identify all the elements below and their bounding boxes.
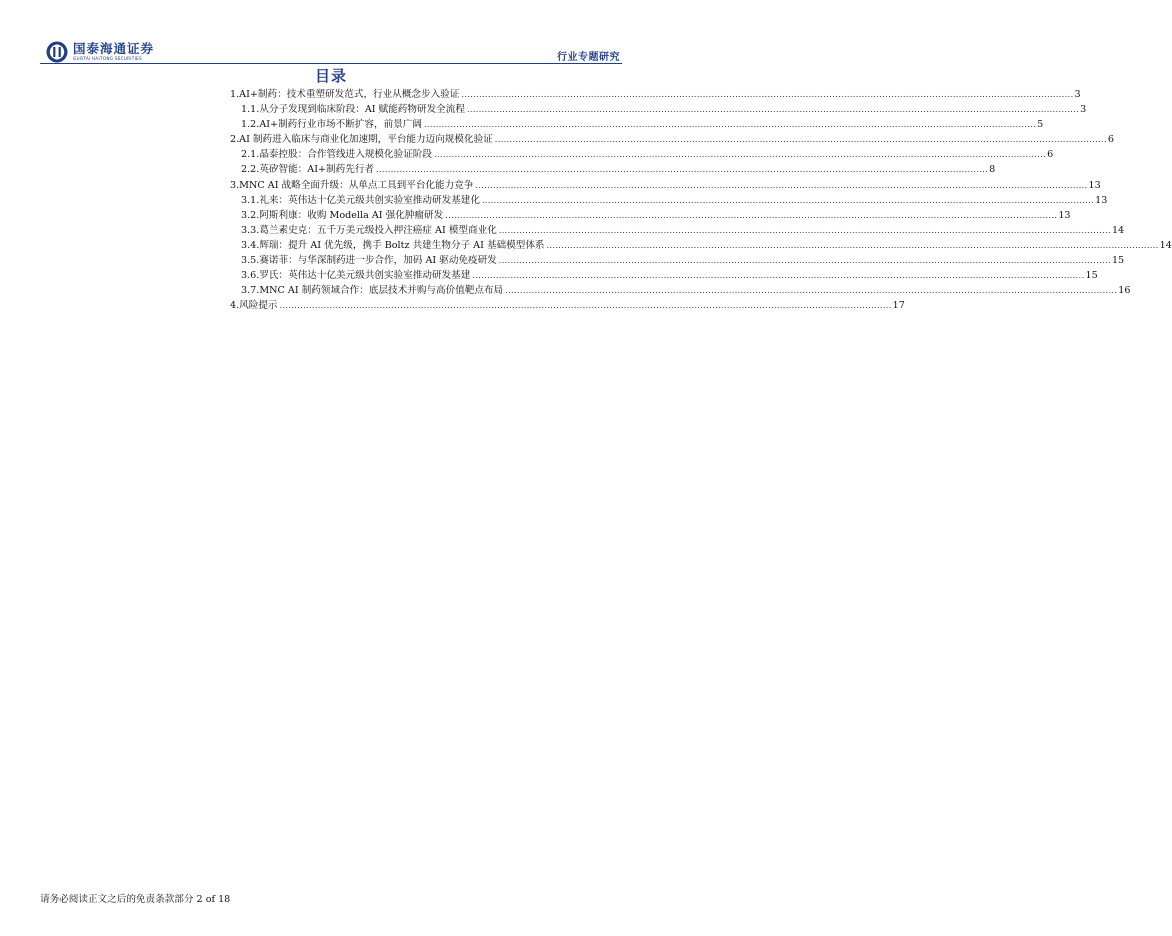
toc-entry-title: 晶泰控股：合作管线进入规模化验证阶段 xyxy=(259,149,432,161)
header-divider xyxy=(40,63,622,64)
toc-leader-dots xyxy=(499,226,1111,235)
toc-entry[interactable] xyxy=(230,161,996,176)
toc-leader-dots xyxy=(475,181,1087,190)
toc-entry[interactable] xyxy=(230,237,1172,252)
toc-leader-dots xyxy=(547,241,1159,250)
toc-leader-dots xyxy=(434,150,1046,159)
toc-entry-page: 5 xyxy=(1037,119,1044,131)
toc-leader-dots xyxy=(376,165,988,174)
toc-leader-dots xyxy=(467,105,1079,114)
toc-leader-dots xyxy=(280,301,892,310)
toc-entry-title: 葛兰素史克：五千万美元级投入押注癌症 AI 模型商业化 xyxy=(259,224,497,236)
toc-entry[interactable] xyxy=(230,222,1125,237)
toc-entry[interactable] xyxy=(230,297,905,312)
toc-entry-number: 1.1. xyxy=(241,104,260,116)
toc-entry-number: 3. xyxy=(230,179,240,191)
toc-entry[interactable] xyxy=(230,146,1054,161)
toc-entry-number: 3.5. xyxy=(241,255,260,267)
toc-entry-number: 3.6. xyxy=(241,270,260,282)
toc-entry-number: 3.2. xyxy=(241,209,260,221)
toc-entry-title: MNC AI 战略全面升级：从单点工具到平台化能力竞争 xyxy=(239,179,474,191)
toc-entry-number: 1. xyxy=(230,89,240,100)
toc-entry-title: 罗氏：英伟达十亿美元级共创实验室推动研发基建 xyxy=(259,270,471,282)
report-type-label: 行业专题研究 xyxy=(557,52,620,63)
toc-entry-page: 15 xyxy=(1085,270,1098,282)
toc-entry-page: 13 xyxy=(1095,194,1108,206)
company-logo xyxy=(46,40,154,64)
toc-entry[interactable] xyxy=(230,252,1125,267)
toc-entry-title: 辉瑞：提升 AI 优先级，携手 Boltz 共建生物分子 AI 基础模型体系 xyxy=(259,239,545,251)
toc-entry-title: AI+制药行业市场不断扩容，前景广阔 xyxy=(259,119,422,131)
logo-chinese-name: 国泰海通证券 xyxy=(73,40,155,56)
toc-entry-title: AI 制药进入临床与商业化加速期，平台能力迈向规模化验证 xyxy=(239,134,493,146)
toc-entry[interactable] xyxy=(230,101,1087,116)
toc-entry-title: 赛诺菲：与华深制药进一步合作，加码 AI 驱动免疫研发 xyxy=(259,255,497,267)
toc-entry-page: 14 xyxy=(1111,224,1125,236)
toc-entry-title: MNC AI 制药领域合作：底层技术并购与高价值靶点布局 xyxy=(259,285,504,297)
toc-entry[interactable] xyxy=(230,131,1115,146)
toc-entry-number: 3.7. xyxy=(241,285,260,297)
toc-entry-number: 2.1. xyxy=(241,149,260,161)
toc-leader-dots xyxy=(505,286,1117,295)
toc-entry-title: 礼来：英伟达十亿美元级共创实验室推动研发基建化 xyxy=(259,194,480,206)
toc-entry-page: 6 xyxy=(1107,134,1115,146)
toc-entry-page: 3 xyxy=(1074,89,1081,100)
toc-leader-dots xyxy=(495,135,1107,144)
toc-entry-number: 4. xyxy=(230,300,240,312)
toc-entry-title: 阿斯利康：收购 Modella AI 强化肿瘤研发 xyxy=(259,209,444,221)
toc-entry-title: 从分子发现到临床阶段：AI 赋能药物研发全流程 xyxy=(259,104,465,116)
toc-entry-title: 风险提示 xyxy=(239,300,278,312)
toc-entry-number: 3.4. xyxy=(241,239,260,251)
toc-entry-number: 2. xyxy=(230,134,240,146)
toc-entry-page: 14 xyxy=(1159,239,1172,251)
toc-leader-dots xyxy=(482,196,1094,205)
toc-entry-number: 2.2. xyxy=(241,164,260,176)
toc-entry-page: 16 xyxy=(1118,285,1131,297)
toc-leader-dots xyxy=(424,120,1036,129)
toc-leader-dots xyxy=(445,211,1057,220)
toc-entry[interactable] xyxy=(230,207,1071,222)
toc-entry[interactable] xyxy=(230,267,1098,282)
toc-entry-title: AI+制药：技术重塑研发范式，行业从概念步入验证 xyxy=(239,89,460,100)
table-of-contents xyxy=(230,86,1172,312)
page-footer-disclaimer: 请务必阅读正文之后的免责条款部分 2 of 18 xyxy=(40,894,231,905)
toc-entry-number: 3.3. xyxy=(241,224,260,236)
toc-entry[interactable] xyxy=(230,116,1044,131)
toc-entry-page: 13 xyxy=(1088,179,1101,191)
toc-entry[interactable] xyxy=(230,192,1108,207)
toc-leader-dots xyxy=(499,256,1111,265)
toc-entry-title: 英矽智能：AI+制药先行者 xyxy=(259,164,375,176)
toc-entry-page: 17 xyxy=(892,300,905,312)
toc-entry-number: 1.2. xyxy=(241,119,260,131)
logo-emblem-icon xyxy=(46,41,68,63)
toc-title: 目录 xyxy=(314,67,347,85)
toc-entry[interactable] xyxy=(230,177,1101,192)
toc-entry-number: 3.1. xyxy=(241,194,260,206)
toc-entry-page: 15 xyxy=(1111,255,1125,267)
toc-entry-page: 13 xyxy=(1058,209,1071,221)
logo-english-name: GUOTAI HAITONG SECURITIES xyxy=(73,56,142,62)
toc-entry[interactable] xyxy=(230,282,1131,297)
toc-entry-page: 6 xyxy=(1047,149,1054,161)
toc-entry[interactable] xyxy=(230,86,1081,101)
toc-leader-dots xyxy=(472,271,1084,280)
toc-entry-page: 8 xyxy=(989,164,996,176)
toc-entry-page: 3 xyxy=(1080,104,1087,116)
toc-leader-dots xyxy=(461,90,1073,99)
